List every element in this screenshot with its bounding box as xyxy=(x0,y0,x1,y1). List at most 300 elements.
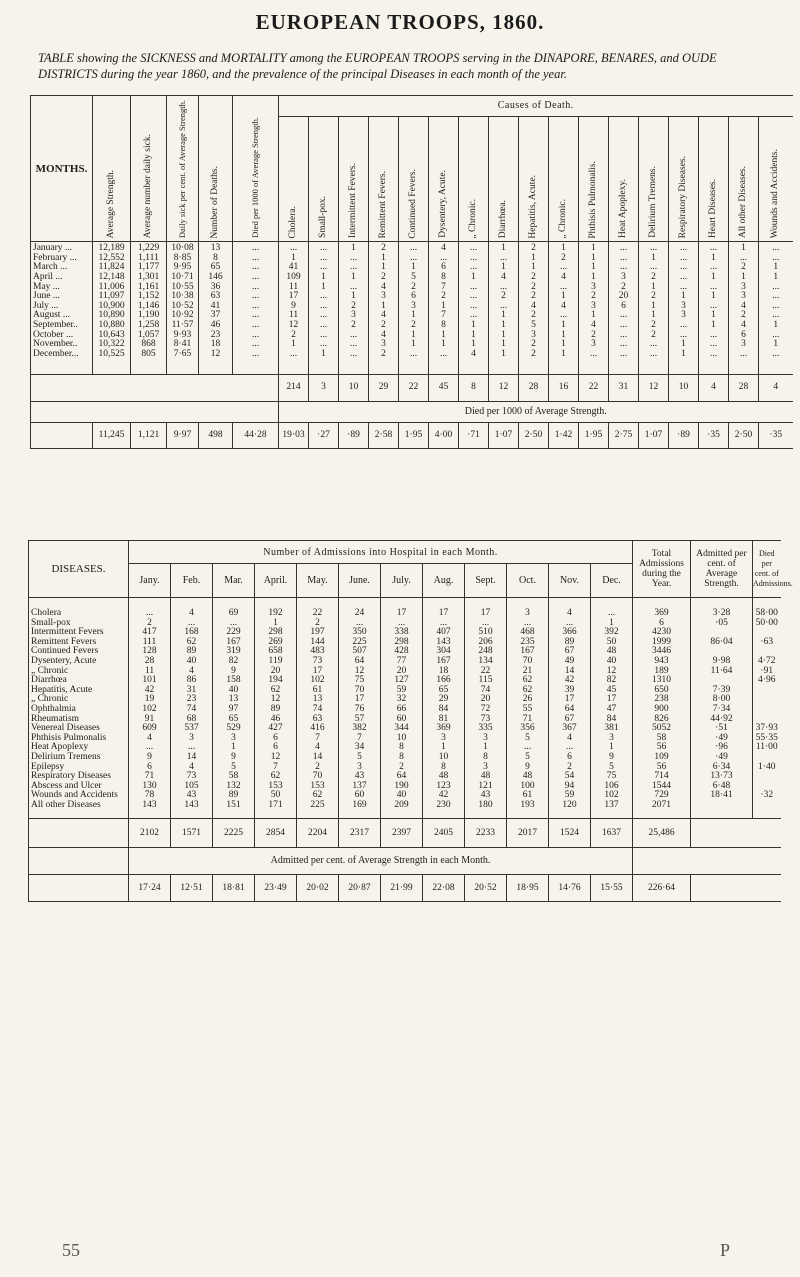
cell-value: 4 xyxy=(531,300,536,311)
cell-value: ... xyxy=(145,742,154,753)
cell-value: 2 xyxy=(381,348,386,359)
cell-value: ... xyxy=(319,243,328,254)
cell-value: 5 xyxy=(231,761,236,772)
cell-value: 1 xyxy=(471,319,476,330)
cell-value: 1 xyxy=(381,252,386,263)
cell-value: 6 xyxy=(273,742,278,753)
cause-total: 8 xyxy=(459,375,489,402)
cell-value xyxy=(753,646,781,656)
cell-value: 1 xyxy=(711,319,716,330)
cause-total: 214 xyxy=(279,375,309,402)
cell-value: 9·98 xyxy=(712,655,731,666)
cell-value: 826 xyxy=(654,713,669,724)
cell-value: 151 xyxy=(226,799,241,810)
cell-value: 60 xyxy=(354,790,365,801)
cell-value: 37·93 xyxy=(755,723,778,734)
cell-value: May ... xyxy=(33,281,60,292)
cell-value: 12 xyxy=(270,694,281,705)
cell-value: 19 xyxy=(144,694,155,705)
cause-rate: 4·00 xyxy=(429,423,459,449)
page-number: 55 xyxy=(62,1240,80,1260)
cell-value: 1544 xyxy=(652,780,671,791)
cell-value: ... xyxy=(349,262,358,273)
cell-value: ... xyxy=(499,252,508,263)
cell-value: ... xyxy=(251,319,260,330)
cell-value: ... xyxy=(679,243,688,254)
cell-value: 1 xyxy=(591,310,596,321)
month-total: 2017 xyxy=(507,819,549,848)
cell-value: 43 xyxy=(480,790,491,801)
cell-value: 2 xyxy=(411,319,416,330)
admitted-percent-column xyxy=(691,598,753,819)
cell-value: 1 xyxy=(773,271,779,282)
cell-value: 11 xyxy=(144,665,155,676)
cell-value: 225 xyxy=(352,636,367,647)
cell-value: 11·00 xyxy=(755,742,778,753)
cell-value: Diarrhœa xyxy=(31,675,67,686)
cell-value: 356 xyxy=(520,723,535,734)
cell-value: 1,258 xyxy=(137,319,160,330)
cell-value: 192 xyxy=(268,608,283,618)
cell-value: 2 xyxy=(351,319,356,330)
cell-value: 41 xyxy=(288,262,299,273)
cell-value: 298 xyxy=(394,636,409,647)
cell-value: ... xyxy=(589,348,598,359)
cell-value: 1 xyxy=(483,742,488,753)
cell-value: ... xyxy=(619,329,628,340)
cell-value: 6 xyxy=(567,751,572,762)
cell-value: 171 xyxy=(268,799,283,810)
cell-value: 10,525 xyxy=(98,348,125,359)
cell-value: ... xyxy=(319,291,328,302)
cell-value: ... xyxy=(559,281,568,292)
cell-value: 40 xyxy=(228,684,239,695)
cell-value: 2 xyxy=(651,291,656,302)
cell-value: 382 xyxy=(352,723,367,734)
admitted-percent-header: Admitted per cent. of Average Strength. xyxy=(691,541,753,598)
cell-value: 48 xyxy=(522,771,533,782)
cell-value: 2 xyxy=(381,243,386,254)
cell-value: 1 xyxy=(773,319,779,330)
cell-value: 9 xyxy=(525,761,530,772)
grand-total: 25,486 xyxy=(633,819,691,848)
cell-value: ... xyxy=(251,243,260,254)
cell-value: 31 xyxy=(186,684,197,695)
cell-value: 62 xyxy=(522,675,533,686)
cell-value: 12 xyxy=(606,665,617,676)
month-column xyxy=(549,598,591,819)
cell-value: 2 xyxy=(147,617,152,628)
cell-value: 137 xyxy=(604,799,619,810)
cell-value: June ... xyxy=(33,291,60,302)
cell-value: 17 xyxy=(354,694,365,705)
cell-value: 45 xyxy=(606,684,617,695)
cell-value: 109 xyxy=(286,271,301,282)
cell-value: 1 xyxy=(411,262,416,273)
cell-value: 189 xyxy=(654,665,669,676)
cell-value: 427 xyxy=(268,723,283,734)
cell-value: 194 xyxy=(268,675,283,686)
cell-value: 146 xyxy=(208,271,223,282)
cell-value: 5 xyxy=(525,732,530,743)
died-per-1000-header: Died per 1000 of Average Strength. xyxy=(250,117,260,239)
cell-value: 40 xyxy=(186,655,197,666)
cell-value: 2 xyxy=(441,291,446,302)
cell-value: ... xyxy=(481,617,490,628)
cell-value: 381 xyxy=(604,723,619,734)
cell-value: ... xyxy=(251,262,260,273)
cause-total: 22 xyxy=(579,375,609,402)
cell-value: 61 xyxy=(522,790,533,801)
cell-value: ... xyxy=(397,617,406,628)
cell-value: 8·85 xyxy=(173,252,192,263)
cell-value: 3 xyxy=(681,310,686,321)
cell-value: 1·40 xyxy=(758,761,776,772)
cell-value: 1 xyxy=(773,262,779,273)
cell-value: 62 xyxy=(270,684,281,695)
cell-value: Venereal Diseases xyxy=(31,723,100,734)
month-header: Dec. xyxy=(591,564,633,598)
cause-column xyxy=(429,242,459,375)
cell-value: ... xyxy=(251,329,260,340)
page-title: EUROPEAN TROOPS, 1860. xyxy=(255,10,545,34)
cell-value: 366 xyxy=(562,627,577,638)
cell-value: 1 xyxy=(711,291,716,302)
month-percent: 20·02 xyxy=(297,875,339,902)
cell-value: 1 xyxy=(501,262,506,273)
cell-value: 65 xyxy=(438,684,449,695)
cell-value: „ Chronic xyxy=(31,694,69,705)
cell-value: 8 xyxy=(399,751,404,762)
cell-value: 2 xyxy=(531,281,536,292)
cell-value: 42 xyxy=(144,684,155,695)
admissions-table xyxy=(28,540,793,902)
cell-value: 63 xyxy=(210,291,221,302)
month-total: 2854 xyxy=(255,819,297,848)
cell-value: 4 xyxy=(471,348,476,359)
cell-value: All other Diseases xyxy=(31,799,101,810)
cell-value: 4 xyxy=(561,271,566,282)
cell-value: 417 xyxy=(142,627,157,638)
cell-value xyxy=(753,800,781,810)
cell-value: 5 xyxy=(525,751,530,762)
cell-value: August ... xyxy=(33,310,70,321)
cell-value: 7 xyxy=(273,761,278,772)
cell-value: 1 xyxy=(741,271,746,282)
cell-value: 193 xyxy=(520,799,535,810)
cell-value: 123 xyxy=(436,780,451,791)
cell-value: 868 xyxy=(141,339,156,350)
cell-value: 10·92 xyxy=(171,310,194,321)
cell-value: 153 xyxy=(310,780,325,791)
table-caption: TABLE showing the SICKNESS and MORTALITY among the EUROPEAN TROOPS serving in the DINAPORE, BENARES, and OUDE DISTRICTS during the year 1860, and the prevalence of the principal Diseases in each month of the year. xyxy=(38,51,717,81)
cell-value: ... xyxy=(772,348,780,359)
cell-value: 70 xyxy=(522,655,533,666)
cell-value: 367 xyxy=(562,723,577,734)
cell-value: 70 xyxy=(312,771,323,782)
cell-value: ... xyxy=(709,281,718,292)
cell-value: 1 xyxy=(561,319,566,330)
cell-value: 10,322 xyxy=(98,339,125,350)
cell-value: 23 xyxy=(186,694,197,705)
cell-value: 2 xyxy=(591,329,596,340)
cell-value: 6 xyxy=(411,291,416,302)
cell-value: 609 xyxy=(142,723,157,734)
cell-value: ... xyxy=(439,348,448,359)
cell-value: ... xyxy=(251,252,260,263)
cell-value xyxy=(753,714,781,724)
cause-rate: 2·50 xyxy=(519,423,549,449)
cell-value: 111 xyxy=(142,636,157,647)
cell-value: 58 xyxy=(228,771,239,782)
cause-rate: ·27 xyxy=(309,423,339,449)
cell-value: 1 xyxy=(561,329,566,340)
cell-value: 1 xyxy=(591,252,596,263)
cell-value: 537 xyxy=(184,723,199,734)
cell-value: 6 xyxy=(659,617,664,628)
daily-sick-header: Average number daily sick. xyxy=(143,133,153,239)
cause-header: Heat Apoplexy. xyxy=(618,179,628,239)
cell-value: 11·57 xyxy=(171,319,194,330)
cell-value: 1 xyxy=(681,291,686,302)
month-total: 1524 xyxy=(549,819,591,848)
cause-header: Continued Fevers. xyxy=(408,168,418,239)
cell-value: 1 xyxy=(351,271,356,282)
cell-value: 65 xyxy=(228,713,239,724)
cell-value: 10 xyxy=(438,751,449,762)
cell-value: 4·72 xyxy=(758,655,776,666)
cell-value: 12,552 xyxy=(98,252,125,263)
cell-value: ·49 xyxy=(715,751,728,762)
cell-value: 5 xyxy=(411,271,416,282)
cell-value: 14 xyxy=(564,665,575,676)
cause-rate: 19·03 xyxy=(279,423,309,449)
cell-value: 7·65 xyxy=(173,348,192,359)
cell-value: ... xyxy=(251,291,260,302)
cause-total: 4 xyxy=(699,375,729,402)
cell-value: ·96 xyxy=(715,742,728,753)
month-header: Nov. xyxy=(549,564,591,598)
cell-value: 69 xyxy=(228,608,239,618)
cell-value: 2 xyxy=(411,281,416,292)
cell-value: 121 xyxy=(478,780,493,791)
cell-value: 6 xyxy=(147,761,152,772)
cell-value: 468 xyxy=(520,627,535,638)
cell-value: 1,146 xyxy=(137,300,160,311)
cell-value: 5 xyxy=(357,751,362,762)
cell-value: 529 xyxy=(226,723,241,734)
cell-value: 507 xyxy=(352,646,367,657)
cell-value: ... xyxy=(709,339,718,350)
cell-value: 73 xyxy=(312,655,323,666)
cell-value: ... xyxy=(607,608,616,618)
cause-header: Small-pox. xyxy=(318,196,328,239)
cell-value: ... xyxy=(709,329,718,340)
cell-value: ... xyxy=(499,300,508,311)
cell-value: October ... xyxy=(33,329,74,340)
cell-value: 3 xyxy=(609,732,614,743)
cell-value: 158 xyxy=(226,675,241,686)
cell-value: ·32 xyxy=(760,790,774,801)
cell-value: 50·00 xyxy=(755,617,778,628)
cell-value: 6 xyxy=(441,262,446,273)
cell-value: ... xyxy=(619,252,628,263)
cell-value: 12,148 xyxy=(98,271,125,282)
cell-value xyxy=(691,675,752,685)
cell-value: Remittent Fevers xyxy=(31,636,97,647)
cell-value: Intermittent Fevers xyxy=(31,627,104,638)
cell-value: 658 xyxy=(268,646,283,657)
cause-header: „ Chronic. xyxy=(558,198,568,239)
cell-value: 13·73 xyxy=(710,771,733,782)
cell-value: ... xyxy=(679,262,688,273)
cell-value: 11,097 xyxy=(98,291,125,302)
month-total: 1637 xyxy=(591,819,633,848)
cell-value: 4 xyxy=(741,300,746,311)
cell-value: 24 xyxy=(354,608,365,618)
cell-value: 59 xyxy=(396,684,407,695)
month-column xyxy=(255,598,297,819)
cell-value: 3 xyxy=(483,761,488,772)
cell-value: 86 xyxy=(186,675,197,686)
cell-value: 9·95 xyxy=(173,262,192,273)
cell-value: ... xyxy=(709,300,718,311)
cell-value: November.. xyxy=(33,339,78,350)
cell-value: 4 xyxy=(381,329,386,340)
cell-value: 304 xyxy=(436,646,451,657)
months-header: MONTHS. xyxy=(31,96,93,242)
causes-of-death-header: Causes of Death. xyxy=(279,96,793,117)
cell-value: Delirium Tremens xyxy=(31,751,101,762)
cell-value: 48 xyxy=(438,771,449,782)
cell-value: 101 xyxy=(142,675,157,686)
cell-value: 9·93 xyxy=(173,329,192,340)
cause-column xyxy=(489,242,519,375)
cell-value: 4 xyxy=(189,761,194,772)
cell-value: 3 xyxy=(741,291,746,302)
cell-value: Epilepsy xyxy=(31,761,65,772)
cell-value: 5 xyxy=(531,319,536,330)
cause-rate: 2·50 xyxy=(729,423,759,449)
stat-column xyxy=(93,242,131,375)
cell-value: 14 xyxy=(312,751,323,762)
cell-value: 2 xyxy=(531,310,536,321)
cell-value: 89 xyxy=(228,790,239,801)
cell-value: ... xyxy=(739,252,748,263)
cell-value: 56 xyxy=(656,761,667,772)
cell-value: 11 xyxy=(288,281,299,292)
month-header: July. xyxy=(381,564,423,598)
cell-value: 144 xyxy=(310,636,325,647)
cell-value: 8 xyxy=(483,751,488,762)
cell-value: ... xyxy=(355,617,364,628)
cell-value: 190 xyxy=(394,780,409,791)
cell-value: 54 xyxy=(564,771,575,782)
cell-value: ... xyxy=(349,252,358,263)
cell-value: 29 xyxy=(438,694,449,705)
cell-value: 10,643 xyxy=(98,329,125,340)
cell-value: 369 xyxy=(436,723,451,734)
cause-total: 31 xyxy=(609,375,639,402)
cell-value: ... xyxy=(739,348,748,359)
cell-value: 1,161 xyxy=(137,281,160,292)
cause-total: 10 xyxy=(339,375,369,402)
cell-value: Small-pox xyxy=(31,617,71,628)
cell-value xyxy=(753,781,781,791)
cell-value: 59 xyxy=(564,790,575,801)
cell-value: 1 xyxy=(351,243,356,254)
cell-value: ... xyxy=(439,252,448,263)
cell-value: 7 xyxy=(441,310,446,321)
cell-value: 3 xyxy=(621,271,626,282)
cell-value: ... xyxy=(229,617,238,628)
cell-value: 7 xyxy=(357,732,362,743)
cell-value: 10,880 xyxy=(98,319,125,330)
cell-value: 3·28 xyxy=(712,608,731,618)
cell-value: 62 xyxy=(312,790,323,801)
cell-value: 57 xyxy=(354,713,365,724)
cell-value: 10,890 xyxy=(98,310,125,321)
cell-value: 1 xyxy=(591,243,596,254)
diseases-header: DISEASES. xyxy=(29,541,129,598)
cell-value: 510 xyxy=(478,627,493,638)
cell-value: 62 xyxy=(186,636,197,647)
cell-value: 48 xyxy=(480,771,491,782)
month-column xyxy=(339,598,381,819)
cell-value: 805 xyxy=(141,348,156,359)
cell-value: 3 xyxy=(231,732,236,743)
cell-value: 1,057 xyxy=(137,329,160,340)
cell-value: 10·52 xyxy=(171,300,194,311)
cell-value: ... xyxy=(469,300,478,311)
cell-value: 89 xyxy=(186,646,197,657)
cell-value: ... xyxy=(409,252,418,263)
cause-column xyxy=(339,242,369,375)
cell-value: 1 xyxy=(471,329,476,340)
cell-value: 18·41 xyxy=(710,790,733,801)
cell-value: 49 xyxy=(564,655,575,666)
cell-value: 7·39 xyxy=(712,684,731,695)
cell-value: 71 xyxy=(522,713,533,724)
cell-value: 3 xyxy=(483,732,488,743)
cell-value: ... xyxy=(319,262,328,273)
month-percent: 18·81 xyxy=(213,875,255,902)
cause-total: 16 xyxy=(549,375,579,402)
cause-column xyxy=(579,242,609,375)
cell-value: 6 xyxy=(273,732,278,743)
cell-value: 167 xyxy=(226,636,241,647)
cell-value: 12 xyxy=(210,348,221,359)
cell-value: ... xyxy=(251,348,260,359)
cell-value: 43 xyxy=(186,790,197,801)
cause-total: 28 xyxy=(519,375,549,402)
cell-value: 1 xyxy=(651,281,656,292)
cell-value: ... xyxy=(409,243,418,254)
cell-value: 2 xyxy=(351,300,356,311)
cell-value: 4 xyxy=(147,732,152,743)
cell-value: ... xyxy=(523,617,532,628)
cause-column xyxy=(309,242,339,375)
cell-value: 58 xyxy=(656,732,667,743)
cell-value: Wounds and Accidents xyxy=(31,790,118,801)
cell-value: 248 xyxy=(478,646,493,657)
cell-value: ... xyxy=(559,262,568,273)
cell-value: ... xyxy=(469,310,478,321)
stat-column xyxy=(199,242,233,375)
cell-value: 37 xyxy=(210,310,221,321)
cell-value: 47 xyxy=(606,703,617,714)
month-percent: 23·49 xyxy=(255,875,297,902)
